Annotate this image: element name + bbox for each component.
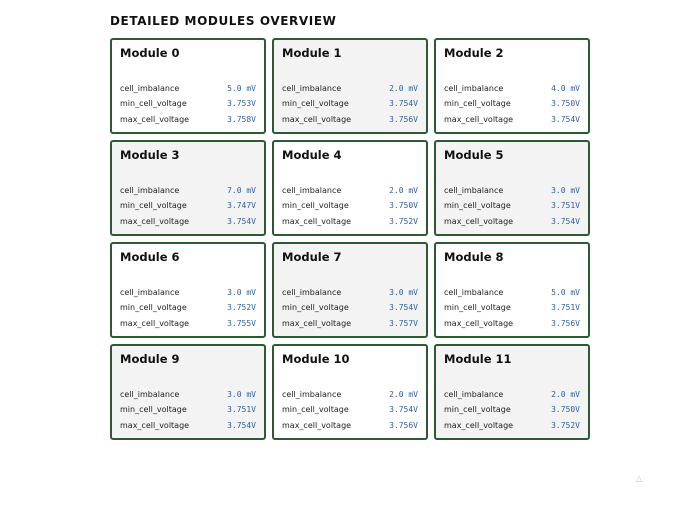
- metric-value-max-voltage: 3.755V: [227, 318, 256, 328]
- module-title: Module 4: [282, 148, 342, 162]
- metric-label-min-voltage: min_cell_voltage: [120, 201, 187, 211]
- metric-row-imbalance: [282, 183, 418, 198]
- metric-row-max-voltage: [120, 214, 256, 229]
- metric-row-max-voltage: [282, 418, 418, 433]
- metric-label-max-voltage: max_cell_voltage: [282, 216, 352, 226]
- module-metrics: [282, 285, 418, 331]
- module-card-1: [272, 38, 428, 134]
- module-title: Module 10: [282, 352, 350, 366]
- metric-value-max-voltage: 3.752V: [389, 216, 418, 226]
- metric-row-max-voltage: [444, 112, 580, 127]
- metric-value-min-voltage: 3.750V: [551, 99, 580, 109]
- module-card-8: [434, 242, 590, 338]
- metric-value-min-voltage: 3.753V: [227, 99, 256, 109]
- metric-row-min-voltage: [282, 402, 418, 417]
- metric-label-imbalance: cell_imbalance: [282, 186, 342, 196]
- module-card-9: [110, 344, 266, 440]
- metric-label-min-voltage: min_cell_voltage: [444, 303, 511, 313]
- metric-label-max-voltage: max_cell_voltage: [120, 216, 190, 226]
- metric-row-imbalance: [120, 387, 256, 402]
- metric-label-max-voltage: max_cell_voltage: [120, 114, 190, 124]
- module-metrics: [444, 387, 580, 433]
- metric-label-max-voltage: max_cell_voltage: [282, 114, 352, 124]
- metric-row-min-voltage: [120, 96, 256, 111]
- metric-row-max-voltage: [444, 214, 580, 229]
- metric-label-max-voltage: max_cell_voltage: [444, 420, 514, 430]
- modules-grid: [110, 38, 590, 440]
- metric-row-max-voltage: [444, 316, 580, 331]
- metric-label-imbalance: cell_imbalance: [444, 390, 504, 400]
- metric-label-max-voltage: max_cell_voltage: [444, 318, 514, 328]
- metric-row-max-voltage: [282, 214, 418, 229]
- metric-row-min-voltage: [120, 198, 256, 213]
- module-metrics: [282, 387, 418, 433]
- module-card-0: [110, 38, 266, 134]
- module-metrics: [282, 183, 418, 229]
- metric-row-min-voltage: [120, 402, 256, 417]
- metric-row-max-voltage: [282, 316, 418, 331]
- module-card-2: [434, 38, 590, 134]
- metric-label-imbalance: cell_imbalance: [120, 84, 180, 94]
- metric-label-min-voltage: min_cell_voltage: [444, 201, 511, 211]
- metric-row-min-voltage: [444, 96, 580, 111]
- module-title: Module 3: [120, 148, 180, 162]
- module-metrics: [120, 81, 256, 127]
- metric-row-imbalance: [282, 387, 418, 402]
- metric-value-min-voltage: 3.750V: [389, 201, 418, 211]
- module-metrics: [120, 387, 256, 433]
- metric-value-max-voltage: 3.754V: [551, 114, 580, 124]
- metric-value-imbalance: 4.0 mV: [551, 84, 580, 94]
- module-card-3: [110, 140, 266, 236]
- module-title: Module 1: [282, 46, 342, 60]
- module-card-4: [272, 140, 428, 236]
- metric-label-min-voltage: min_cell_voltage: [282, 303, 349, 313]
- metric-value-min-voltage: 3.754V: [389, 303, 418, 313]
- module-title: Module 6: [120, 250, 180, 264]
- module-title: Module 2: [444, 46, 504, 60]
- metric-value-max-voltage: 3.756V: [389, 420, 418, 430]
- metric-row-imbalance: [444, 285, 580, 300]
- metric-value-imbalance: 2.0 mV: [389, 186, 418, 196]
- metric-label-max-voltage: max_cell_voltage: [444, 114, 514, 124]
- metric-label-max-voltage: max_cell_voltage: [282, 420, 352, 430]
- metric-value-max-voltage: 3.758V: [227, 114, 256, 124]
- metric-row-min-voltage: [282, 300, 418, 315]
- metric-row-imbalance: [444, 81, 580, 96]
- metric-label-max-voltage: max_cell_voltage: [120, 318, 190, 328]
- module-card-5: [434, 140, 590, 236]
- module-metrics: [120, 183, 256, 229]
- metric-label-min-voltage: min_cell_voltage: [444, 99, 511, 109]
- metric-label-imbalance: cell_imbalance: [120, 288, 180, 298]
- module-title: Module 0: [120, 46, 180, 60]
- metric-value-max-voltage: 3.752V: [551, 420, 580, 430]
- metric-row-min-voltage: [444, 198, 580, 213]
- module-metrics: [444, 183, 580, 229]
- metric-row-imbalance: [120, 81, 256, 96]
- metric-value-min-voltage: 3.750V: [551, 405, 580, 415]
- metric-value-min-voltage: 3.747V: [227, 201, 256, 211]
- metric-row-max-voltage: [120, 418, 256, 433]
- metric-value-max-voltage: 3.756V: [389, 114, 418, 124]
- metric-label-min-voltage: min_cell_voltage: [120, 99, 187, 109]
- metric-label-max-voltage: max_cell_voltage: [444, 216, 514, 226]
- metric-label-imbalance: cell_imbalance: [444, 84, 504, 94]
- metric-row-min-voltage: [282, 96, 418, 111]
- module-title: Module 5: [444, 148, 504, 162]
- metric-row-max-voltage: [120, 112, 256, 127]
- metric-value-imbalance: 3.0 mV: [389, 288, 418, 298]
- metric-label-imbalance: cell_imbalance: [282, 288, 342, 298]
- metric-value-imbalance: 7.0 mV: [227, 186, 256, 196]
- metric-value-min-voltage: 3.754V: [389, 405, 418, 415]
- metric-label-min-voltage: min_cell_voltage: [120, 405, 187, 415]
- metric-label-imbalance: cell_imbalance: [444, 186, 504, 196]
- module-title: Module 8: [444, 250, 504, 264]
- metric-row-imbalance: [444, 183, 580, 198]
- module-metrics: [444, 81, 580, 127]
- section-title: DETAILED MODULES OVERVIEW: [110, 14, 337, 28]
- metric-value-min-voltage: 3.751V: [551, 201, 580, 211]
- module-metrics: [120, 285, 256, 331]
- metric-value-max-voltage: 3.757V: [389, 318, 418, 328]
- module-metrics: [282, 81, 418, 127]
- metric-value-imbalance: 3.0 mV: [227, 288, 256, 298]
- metric-label-min-voltage: min_cell_voltage: [282, 201, 349, 211]
- metric-value-imbalance: 3.0 mV: [551, 186, 580, 196]
- metric-value-max-voltage: 3.754V: [227, 420, 256, 430]
- metric-value-max-voltage: 3.756V: [551, 318, 580, 328]
- metric-label-imbalance: cell_imbalance: [120, 390, 180, 400]
- metric-row-imbalance: [282, 285, 418, 300]
- metric-row-imbalance: [444, 387, 580, 402]
- metric-label-min-voltage: min_cell_voltage: [282, 405, 349, 415]
- metric-label-min-voltage: min_cell_voltage: [120, 303, 187, 313]
- metric-label-imbalance: cell_imbalance: [282, 84, 342, 94]
- metric-row-min-voltage: [444, 402, 580, 417]
- metric-value-imbalance: 2.0 mV: [389, 390, 418, 400]
- metric-value-min-voltage: 3.751V: [551, 303, 580, 313]
- metric-value-imbalance: 5.0 mV: [551, 288, 580, 298]
- metric-row-min-voltage: [282, 198, 418, 213]
- module-title: Module 7: [282, 250, 342, 264]
- metric-label-imbalance: cell_imbalance: [120, 186, 180, 196]
- metric-value-min-voltage: 3.754V: [389, 99, 418, 109]
- metric-row-max-voltage: [444, 418, 580, 433]
- module-card-11: [434, 344, 590, 440]
- metric-label-imbalance: cell_imbalance: [444, 288, 504, 298]
- metric-value-imbalance: 5.0 mV: [227, 84, 256, 94]
- metric-value-min-voltage: 3.752V: [227, 303, 256, 313]
- module-card-10: [272, 344, 428, 440]
- metric-row-max-voltage: [282, 112, 418, 127]
- metric-row-min-voltage: [120, 300, 256, 315]
- metric-row-min-voltage: [444, 300, 580, 315]
- metric-value-imbalance: 3.0 mV: [227, 390, 256, 400]
- metric-row-imbalance: [282, 81, 418, 96]
- metric-value-min-voltage: 3.751V: [227, 405, 256, 415]
- metric-value-max-voltage: 3.754V: [551, 216, 580, 226]
- metric-label-min-voltage: min_cell_voltage: [444, 405, 511, 415]
- metric-label-max-voltage: max_cell_voltage: [120, 420, 190, 430]
- metric-row-imbalance: [120, 183, 256, 198]
- resize-handle-icon[interactable]: △: [636, 474, 643, 483]
- module-title: Module 11: [444, 352, 512, 366]
- metric-value-imbalance: 2.0 mV: [551, 390, 580, 400]
- module-card-6: [110, 242, 266, 338]
- module-metrics: [444, 285, 580, 331]
- module-card-7: [272, 242, 428, 338]
- module-title: Module 9: [120, 352, 180, 366]
- metric-row-max-voltage: [120, 316, 256, 331]
- metric-value-imbalance: 2.0 mV: [389, 84, 418, 94]
- metric-row-imbalance: [120, 285, 256, 300]
- metric-label-imbalance: cell_imbalance: [282, 390, 342, 400]
- metric-label-min-voltage: min_cell_voltage: [282, 99, 349, 109]
- metric-label-max-voltage: max_cell_voltage: [282, 318, 352, 328]
- metric-value-max-voltage: 3.754V: [227, 216, 256, 226]
